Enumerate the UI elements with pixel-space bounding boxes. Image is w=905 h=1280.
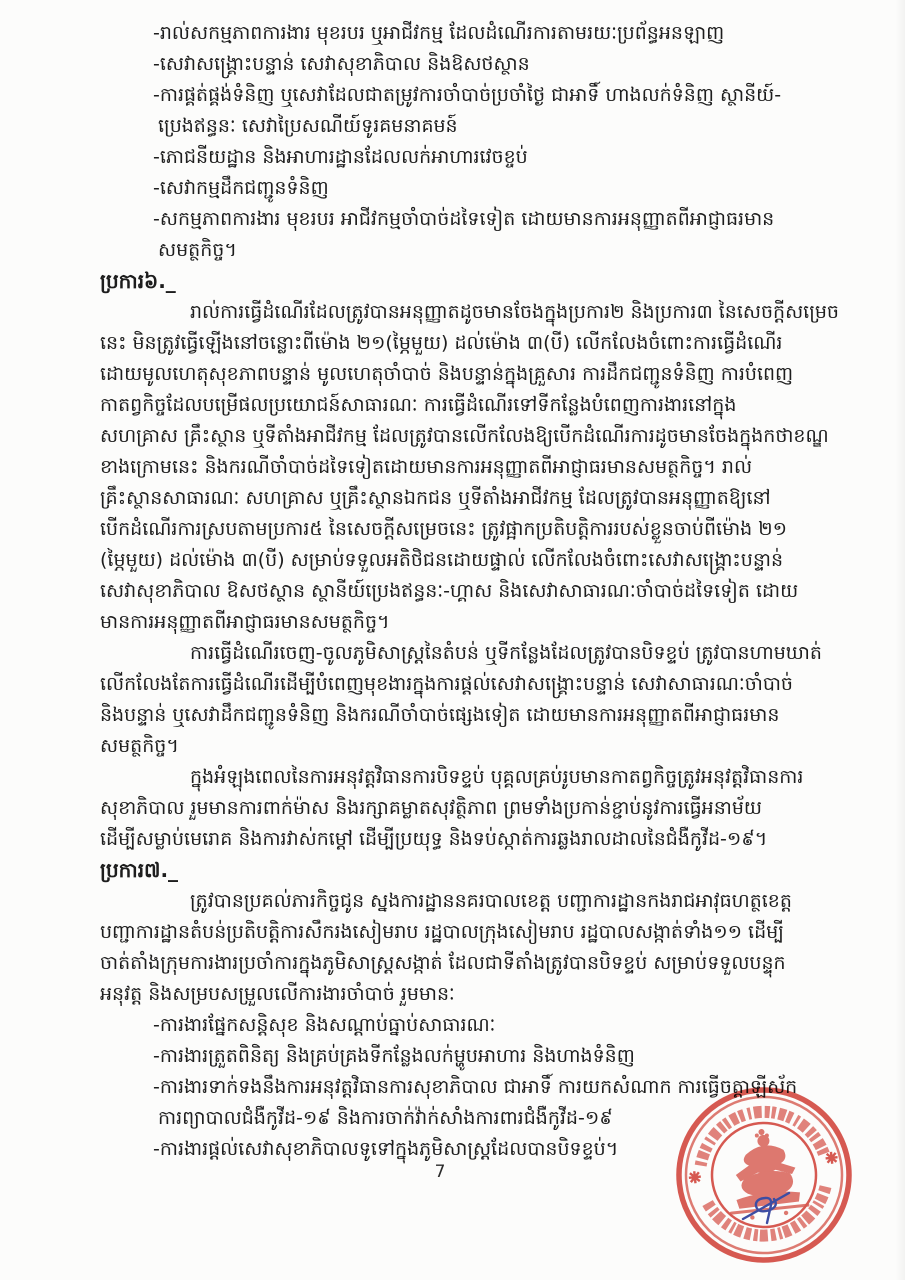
flower-ornament-icon — [688, 1171, 701, 1184]
paragraph-line: រាល់ការធ្វើដំណើរដែលត្រូវបានអនុញ្ញាតដូចមានចែងក្នុងប្រការ២ និងប្រការ៣ នៃសេចក្តីសម្រេច — [190, 301, 839, 323]
document-body — [100, 18, 860, 1165]
list-line: -ការងារទាក់ទងនឹងការអនុវត្តវិធានការសុខាភិបាល ជាអាទិ៍ ការយកសំណាក ការធ្វើចត្តាឡីស័ក — [153, 1076, 798, 1098]
paragraph-line: ការធ្វើដំណើរចេញ-ចូលភូមិសាស្ត្រនៃតំបន់ ឬទីកន្លែងដែលត្រូវបានបិទខ្ទប់ ត្រូវបានហាមឃាត់ — [190, 642, 822, 664]
paragraph-line: គ្រឹះស្ថានសាធារណៈ សហគ្រាស ឬគ្រឹះស្ថានឯកជន ឬទីតាំងអាជីវកម្ម ដែលត្រូវបានអនុញ្ញាតឱ្យនៅ — [100, 487, 771, 509]
paragraph-line: និងបន្ទាន់ ឬសេវាដឹកជញ្ជូនទំនិញ និងករណីចាំបាច់ផ្សេងទៀត ដោយមានការអនុញ្ញាតពីអាជ្ញាធរមាន — [100, 704, 780, 726]
list-line: -ភោជនីយដ្ឋាន និងអាហារដ្ឋានដែលលក់អាហារវេចខ្ចប់ — [153, 146, 528, 168]
article-heading: ប្រការ៦._ — [100, 269, 176, 293]
paragraph-line: ដោយមូលហេតុសុខភាពបន្ទាន់ មូលហេតុចាំបាច់ និងបន្ទាន់ក្នុងគ្រួសារ ការដឹកជញ្ជូនទំនិញ ការបំពេញ — [100, 363, 794, 385]
paragraph-line: សុខាភិបាល រួមមានការពាក់ម៉ាស និងរក្សាគម្លាតសុវត្ថិភាព ព្រមទាំងប្រកាន់ខ្ជាប់នូវការធ្វើអនាម័យ — [100, 797, 762, 819]
article-heading: ប្រការ៧._ — [100, 858, 179, 882]
article-6-paragraph-3 — [100, 762, 860, 855]
list-line: -សេវាកម្មដឹកជញ្ជូនទំនិញ — [153, 177, 329, 199]
list-line: -ការផ្គត់ផ្គង់ទំនិញ ឬសេវាដែលជាតម្រូវការចាំបាច់ប្រចាំថ្ងៃ ជាអាទិ៍ ហាងលក់ទំនិញ ស្ថានីយ៍- — [153, 84, 782, 106]
article-7 — [100, 855, 860, 1165]
paragraph-line: បញ្ជាការដ្ឋានតំបន់ប្រតិបត្តិការសឹករងសៀមរាប រដ្ឋបាលក្រុងសៀមរាប រដ្ឋបាលសង្កាត់ទាំង១១ ដើម្បី — [100, 921, 784, 943]
article-6 — [100, 266, 860, 855]
paragraph-line: ខាងក្រោមនេះ និងករណីចាំបាច់ដទៃទៀតដោយមានការអនុញ្ញាតពីអាជ្ញាធរមានសមត្ថកិច្ច។ រាល់ — [100, 456, 753, 478]
list-line: សមត្ថកិច្ច។ — [158, 239, 237, 261]
paragraph-line: ដើម្បីសម្លាប់មេរោគ និងការវាស់កម្តៅ ដើម្បីប្រយុទ្ធ និងទប់ស្កាត់ការឆ្លងរាលដាលនៃជំងឺកូវីដ-១៩។ — [100, 828, 768, 850]
paragraph-line: ត្រូវបានប្រគល់ភារកិច្ចជូន ស្នងការដ្ឋាននគរបាលខេត្ត បញ្ជាការដ្ឋានកងរាជអាវុធហត្ថខេត្ត — [190, 890, 792, 912]
paragraph-line: (ម្ភៃមួយ) ដល់ម៉ោង ៣(បី) សម្រាប់ទទួលអតិថិជនដោយផ្ទាល់ លើកលែងចំពោះសេវាសង្គ្រោះបន្ទាន់ — [100, 549, 783, 571]
list-line: -ការងារត្រួតពិនិត្យ និងគ្រប់គ្រងទីកន្លែងលក់ម្ហូបអាហារ និងហាងទំនិញ — [153, 1045, 635, 1067]
list-line: -ការងារផ្នែកសន្តិសុខ និងសណ្តាប់ធ្នាប់សាធារណៈ — [153, 1014, 496, 1036]
paragraph-line: នេះ មិនត្រូវធ្វើឡើងនៅចន្លោះពីម៉ោង ២១(ម្ភៃមួយ) ដល់ម៉ោង ៣(បី) លើកលែងចំពោះការធ្វើដំណើរ — [100, 332, 783, 354]
list-line: -រាល់សកម្មភាពការងារ មុខរបរ ឬអាជីវកម្ម ដែលដំណើរការតាមរយៈប្រព័ន្ធអនឡាញ — [153, 22, 725, 44]
list-line: ការព្យាបាលជំងឺកូវីដ-១៩ និងការចាក់វ៉ាក់សាំងការពារជំងឺកូវីដ-១៩ — [158, 1107, 613, 1129]
list-line: -សកម្មភាពការងារ មុខរបរ អាជីវកម្មចាំបាច់ដទៃទៀត ដោយមានការអនុញ្ញាតពីអាជ្ញាធរមាន — [153, 208, 775, 230]
paragraph-line: សមត្ថកិច្ច។ — [100, 735, 179, 757]
paragraph-line: សេវាសុខាភិបាល ឱសថស្ថាន ស្ថានីយ៍ប្រេងឥន្ធនៈ-ហ្គាស និងសេវាសាធារណៈចាំបាច់ដទៃទៀត ដោយ — [100, 580, 799, 602]
paragraph-line: សហគ្រាស គ្រឹះស្ថាន ឬទីតាំងអាជីវកម្ម ដែលត្រូវបានលើកលែងឱ្យបើកដំណើរការដូចមានចែងក្នុងកថាខណ្ឌ — [100, 425, 829, 447]
paragraph-line: ក្នុងអំឡុងពេលនៃការអនុវត្តវិធានការបិទខ្ទប់ បុគ្គលគ្រប់រូបមានកាតព្វកិច្ចត្រូវអនុវត្តវិធានការ — [190, 766, 804, 788]
paragraph-line: បើកដំណើរការស្របតាមប្រការ៥ នៃសេចក្តីសម្រេចនេះ ត្រូវផ្អាកប្រតិបត្តិការរបស់ខ្លួនចាប់ពីម៉ោង ២១ — [100, 518, 788, 540]
article-6-paragraph-1 — [100, 297, 860, 638]
article-6-paragraph-2 — [100, 638, 860, 762]
paragraph-line: លើកលែងតែការធ្វើដំណើរដើម្បីបំពេញមុខងារក្នុងការផ្តល់សេវាសង្គ្រោះបន្ទាន់ សេវាសាធារណៈចាំបាច់ — [100, 673, 793, 695]
paragraph-line: មានការអនុញ្ញាតពីអាជ្ញាធរមានសមត្ថកិច្ច។ — [100, 611, 390, 633]
article-7-paragraph — [100, 886, 860, 1010]
page-number: 7 — [434, 1162, 446, 1182]
intro-bullet-list — [100, 18, 860, 266]
paragraph-line: អនុវត្ត និងសម្របសម្រួលលើការងារចាំបាច់ រួមមានៈ — [100, 983, 455, 1005]
paragraph-line: ចាត់តាំងក្រុមការងារប្រចាំការក្នុងភូមិសាស្ត្រសង្កាត់ ដែលជាទីតាំងត្រូវបានបិទខ្ទប់ សម្រាប់ទទួលបន្ទុក — [100, 952, 786, 974]
list-line: -សេវាសង្គ្រោះបន្ទាន់ សេវាសុខាភិបាល និងឱសថស្ថាន — [153, 53, 530, 75]
paragraph-line: កាតព្វកិច្ចដែលបម្រើផលប្រយោជន៍សាធារណៈ ការធ្វើដំណើរទៅទីកន្លែងបំពេញការងារនៅក្នុង — [100, 394, 737, 416]
signature-mark — [743, 1193, 789, 1223]
list-line: ប្រេងឥន្ធនៈ សេវាប្រៃសណីយ៍ទូរគមនាគមន៍ — [158, 115, 458, 137]
list-line: -ការងារផ្តល់សេវាសុខាភិបាលទូទៅក្នុងភូមិសាស្ត្រដែលបានបិទខ្ទប់។ — [153, 1138, 619, 1160]
article-7-bullet-list — [100, 1010, 860, 1165]
seal-rim-text — [707, 1187, 830, 1242]
